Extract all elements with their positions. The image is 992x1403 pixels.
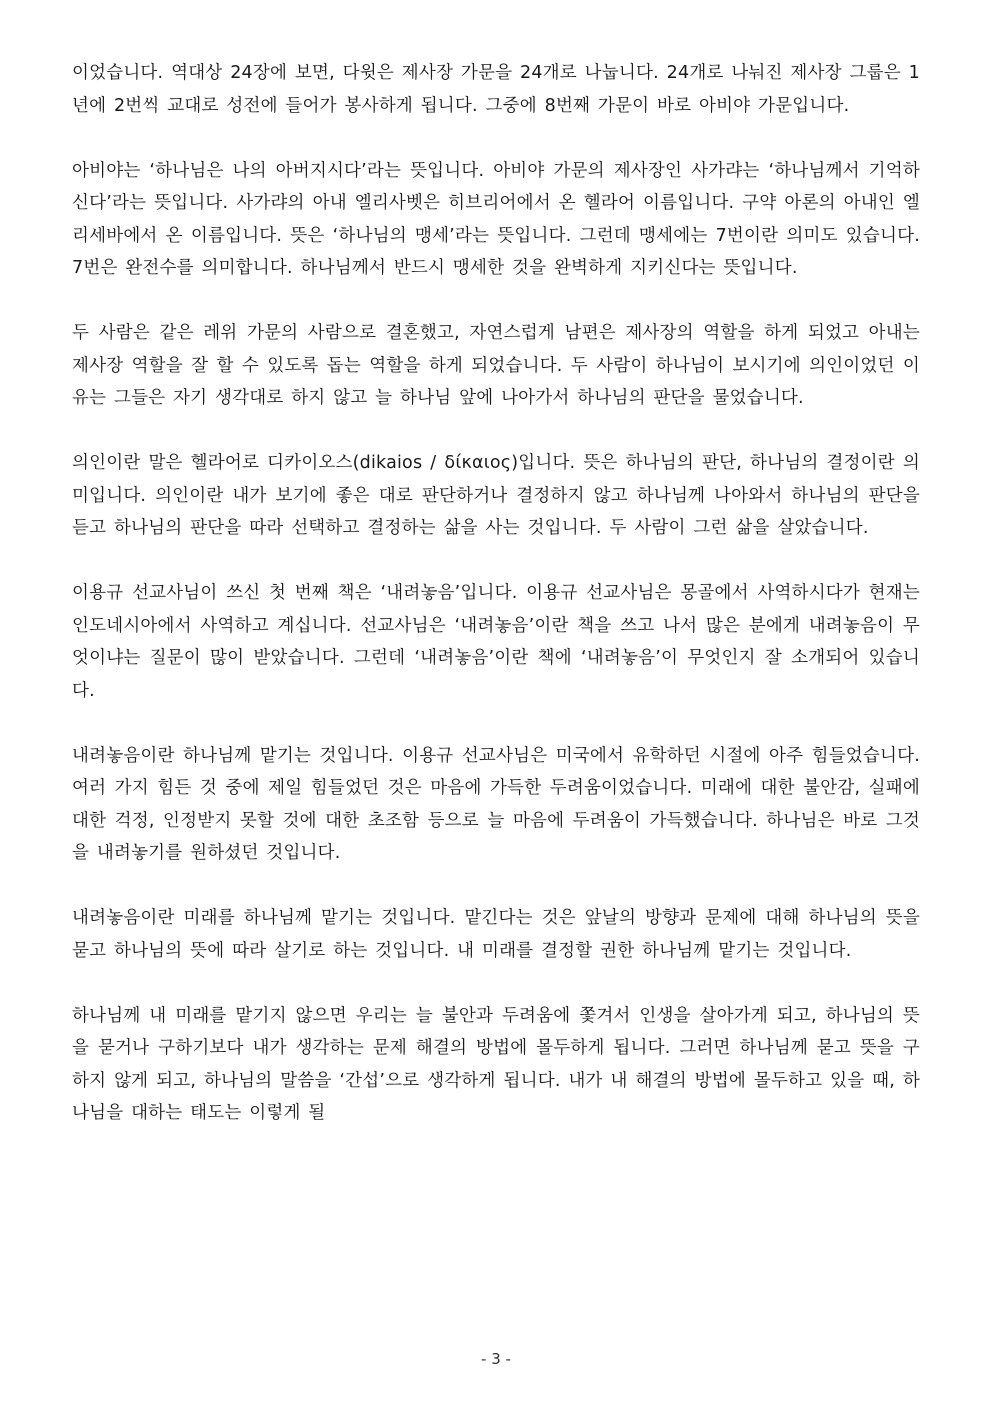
- paragraph-6: 내려놓음이란 하나님께 맡기는 것입니다. 이용규 선교사님은 미국에서 유학하던 시절에 아주 힘들었습니다. 여러 가지 힘든 것 중에 제일 힘들었던 것은 마음에 가득한 두려움이었습니다. 미래에 대한 불안감, 실패에 대한 걱정, 인정받지 못할 것에 대한 초조함 등으로 늘 마음에 두려움이 가득했습니다. 하나님은 바로 그것을 내려놓기를 원하셨던 것입니다.: [72, 745, 920, 863]
- paragraph-7: 내려놓음이란 미래를 하나님께 맡기는 것입니다. 맡긴다는 것은 앞날의 방향과 문제에 대해 하나님의 뜻을 묻고 하나님의 뜻에 따라 살기로 하는 것입니다. 내 미래를 결정할 권한 하나님께 맡기는 것입니다.: [72, 908, 920, 961]
- paragraph-3: 두 사람은 같은 레위 가문의 사람으로 결혼했고, 자연스럽게 남편은 제사장의 역할을 하게 되었고 아내는 제사장 역할을 잘 할 수 있도록 돕는 역할을 하게 되었습니다. 두 사람이 하나님이 보시기에 의인이었던 이유는 그들은 자기 생각대로 하지 않고 늘 하나님 앞에 나아가서 하나님의 판단을 물었습니다.: [72, 323, 920, 408]
- paragraph-2: 아비야는 ‘하나님은 나의 아버지시다’라는 뜻입니다. 아비야 가문의 제사장인 사가랴는 ‘하나님께서 기억하신다’라는 뜻입니다. 사가랴의 아내 엘리사벳은 히브리어에서 온 헬라어 이름입니다. 구약 아론의 아내인 엘리세바에서 온 이름입니다. 뜻은 ‘하나님의 맹세’라는 뜻입니다. 그런데 맹세에는 7번이란 의미도 있습니다. 7번은 완전수를 의미합니다. 하나님께서 반드시 맹세한 것을 완벽하게 지키신다는 뜻입니다.: [72, 160, 920, 278]
- paragraph-4: 의인이란 말은 헬라어로 디카이오스(dikaios / δίκαιος)입니다. 뜻은 하나님의 판단, 하나님의 결정이란 의미입니다. 의인이란 내가 보기에 좋은 대로 판단하거나 결정하지 않고 하나님께 나아와서 하나님의 판단을 듣고 하나님의 판단을 따라 선택하고 결정하는 삶을 사는 것입니다. 두 사람이 그런 삶을 살았습니다.: [72, 453, 920, 538]
- paragraph-5: 이용규 선교사님이 쓰신 첫 번째 책은 ‘내려놓음’입니다. 이용규 선교사님은 몽골에서 사역하시다가 현재는 인도네시아에서 사역하고 계십니다. 선교사님은 ‘내려놓음’이란 책을 쓰고 나서 많은 분에게 내려놓음이 무엇이냐는 질문이 많이 받았습니다. 그런데 ‘내려놓음’이란 책에 ‘내려놓음’이 무엇인지 잘 소개되어 있습니다.: [72, 583, 920, 701]
- document-body: [72, 57, 920, 1130]
- paragraph-8: 하나님께 내 미래를 맡기지 않으면 우리는 늘 불안과 두려움에 쫓겨서 인생을 살아가게 되고, 하나님의 뜻을 묻거나 구하기보다 내가 생각하는 문제 해결의 방법에 몰두하게 됩니다. 그러면 하나님께 묻고 뜻을 구하지 않게 되고, 하나님의 말씀을 ‘간섭’으로 생각하게 됩니다. 내가 내 해결의 방법에 몰두하고 있을 때, 하나님을 대하는 태도는 이렇게 될: [72, 1005, 920, 1123]
- paragraph-1: 이었습니다. 역대상 24장에 보면, 다윗은 제사장 가문을 24개로 나눕니다. 24개로 나눠진 제사장 그룹은 1년에 2번씩 교대로 성전에 들어가 봉사하게 됩니다. 그중에 8번째 가문이 바로 아비야 가문입니다.: [72, 63, 920, 116]
- page-number: - 3 -: [481, 1350, 511, 1368]
